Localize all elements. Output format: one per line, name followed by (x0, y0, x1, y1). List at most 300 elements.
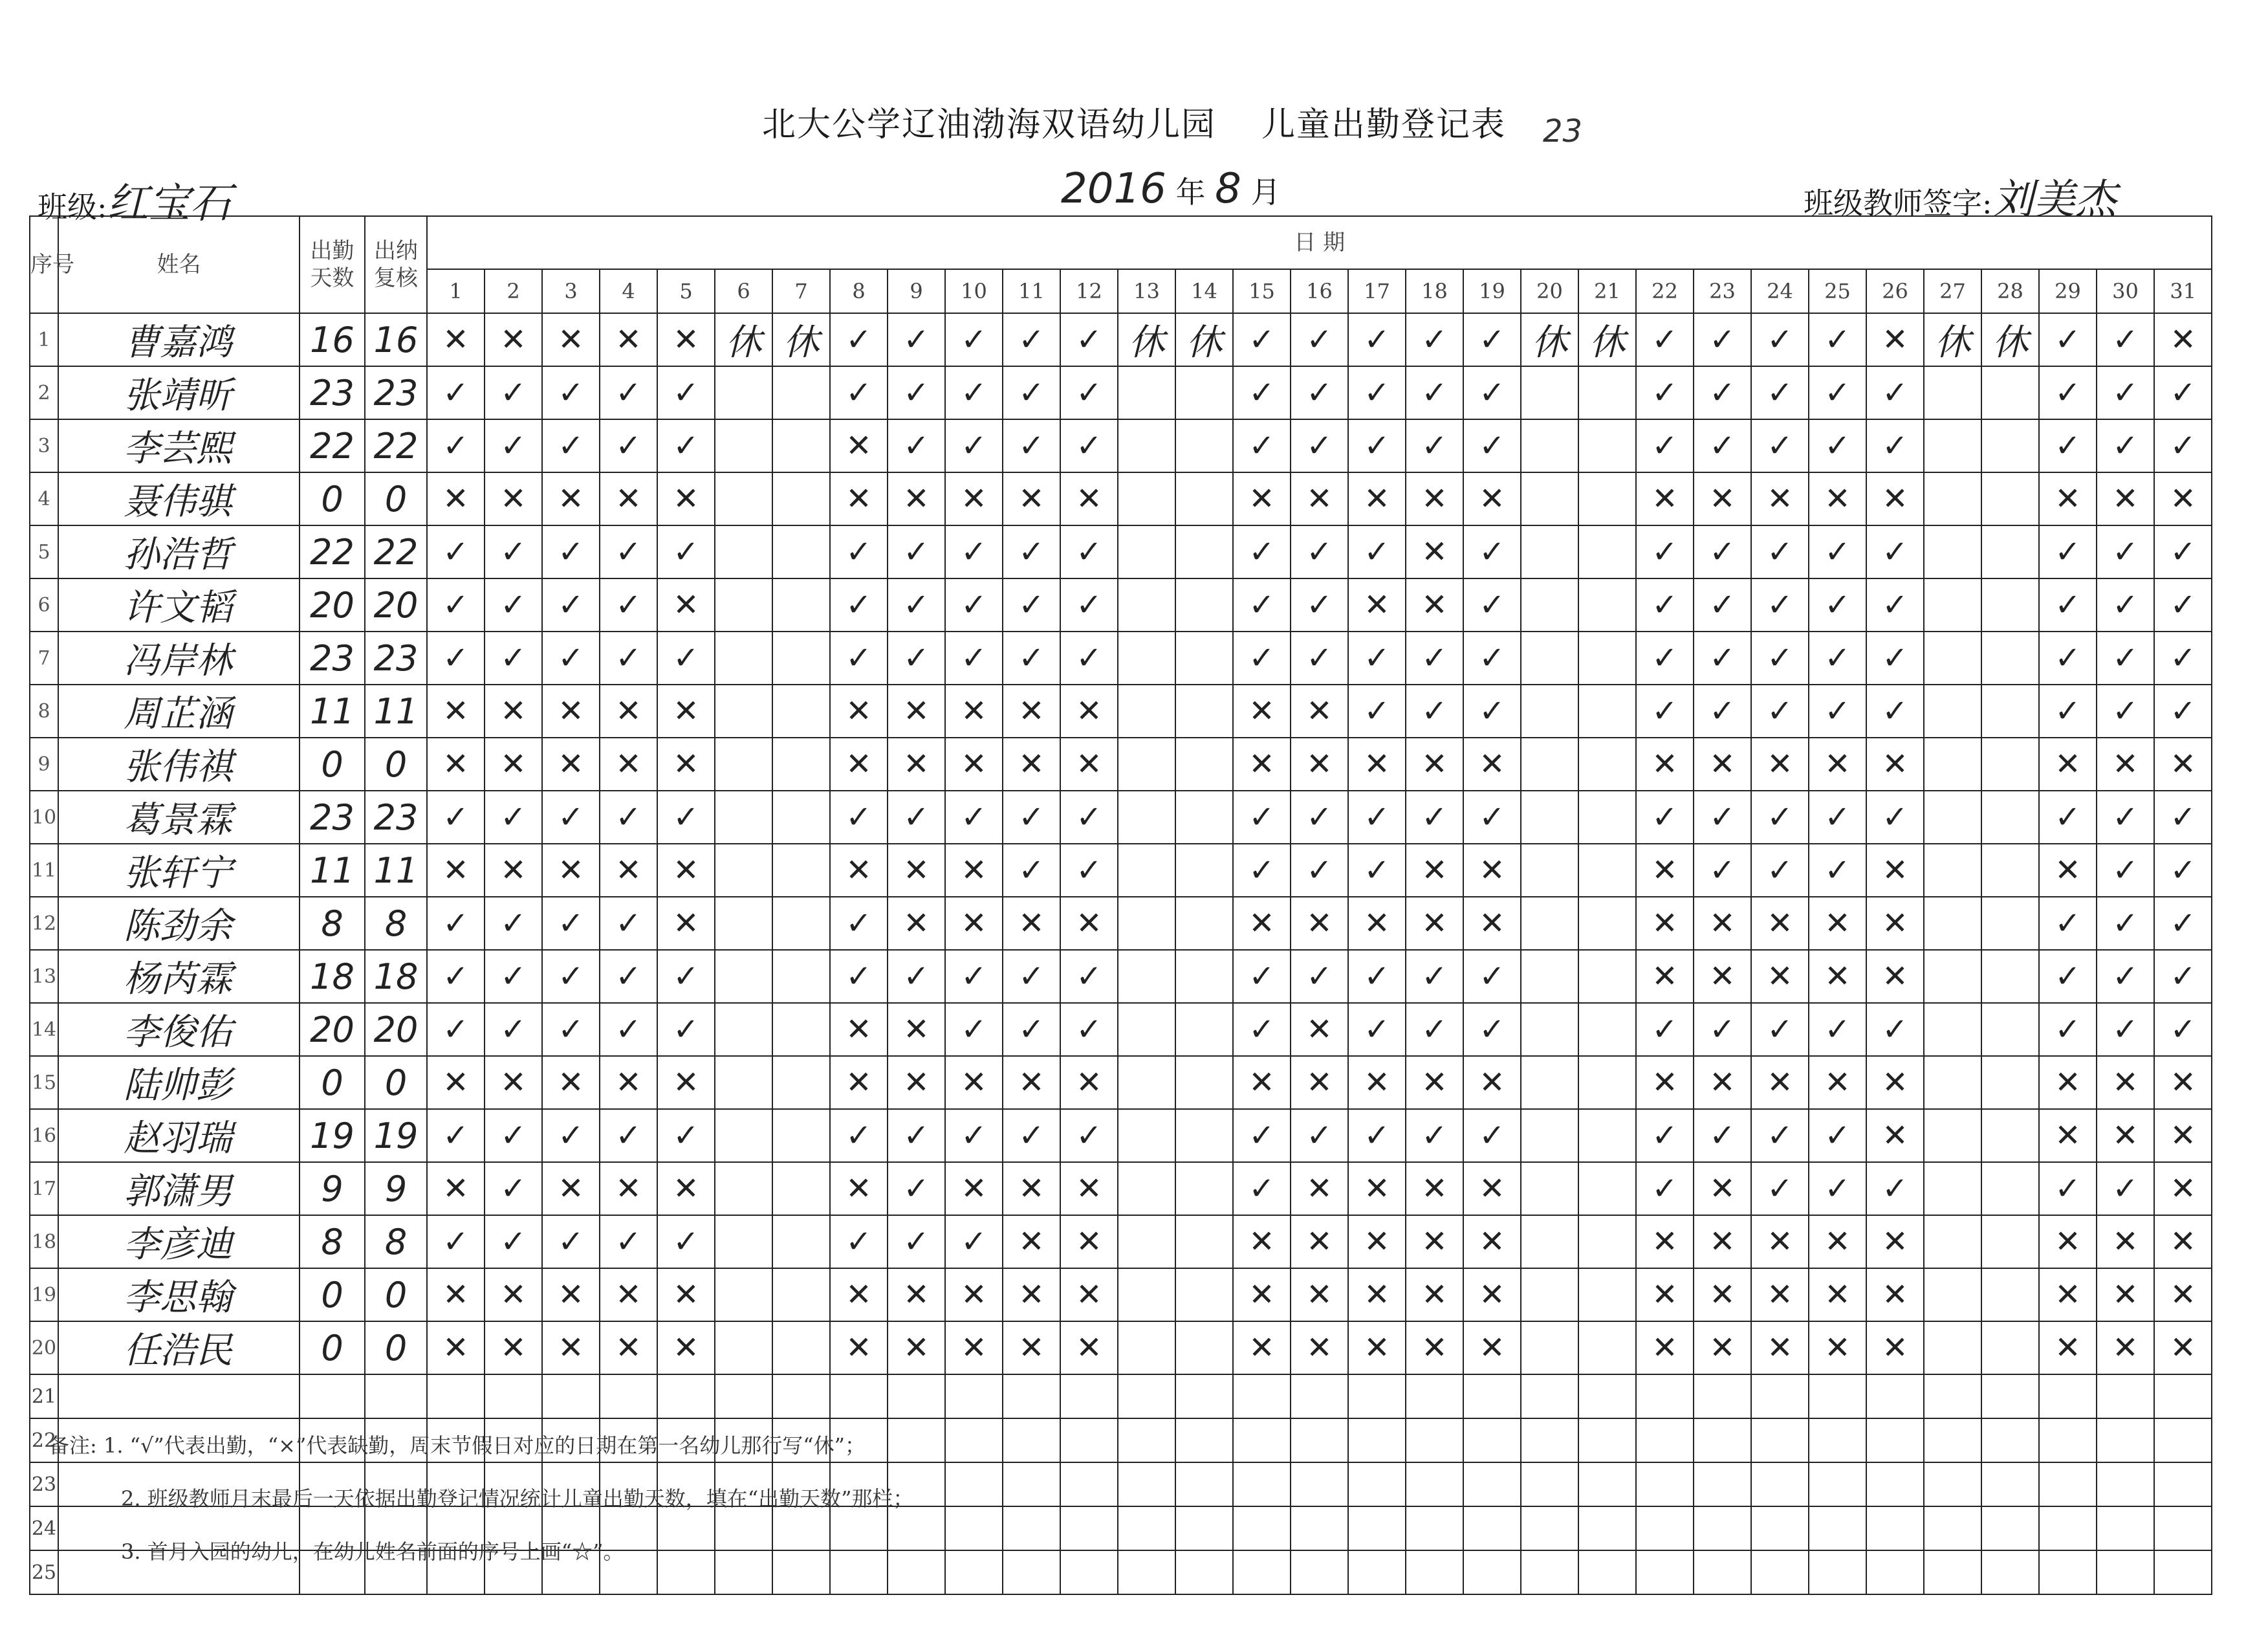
present-mark: ✓ (1463, 685, 1521, 738)
present-mark: ✓ (657, 1109, 715, 1162)
present-mark: ✓ (485, 525, 542, 578)
present-mark: ✓ (1003, 950, 1060, 1003)
day-cell (1521, 1550, 1578, 1594)
present-mark: ✓ (2039, 685, 2097, 738)
absent-mark: ✕ (1463, 897, 1521, 950)
day-cell (1578, 1321, 1636, 1374)
day-number: 9 (888, 269, 945, 313)
day-cell (1521, 844, 1578, 897)
form-title (0, 97, 2268, 146)
day-cell (1694, 1374, 1751, 1418)
row-seq: 1 (30, 313, 58, 366)
day-cell (1578, 844, 1636, 897)
day-cell (1924, 1162, 1981, 1215)
absent-mark: ✕ (600, 313, 657, 366)
absent-mark: ✕ (1866, 472, 1924, 525)
present-mark: ✓ (945, 791, 1003, 844)
day-cell (715, 472, 772, 525)
day-cell (1118, 1268, 1175, 1321)
attend-days: 20 (300, 578, 365, 632)
absent-mark: ✕ (888, 685, 945, 738)
rest-mark: 休 (1981, 313, 2039, 366)
present-mark: ✓ (2039, 1162, 2097, 1215)
row-seq: 6 (30, 578, 58, 632)
absent-mark: ✕ (1291, 738, 1348, 791)
absent-mark: ✕ (1866, 1321, 1924, 1374)
present-mark: ✓ (888, 525, 945, 578)
header-attend-line2: 天数 (310, 265, 354, 291)
absent-mark: ✕ (427, 1268, 485, 1321)
absent-mark: ✕ (427, 1056, 485, 1109)
absent-mark: ✕ (1348, 1162, 1406, 1215)
absent-mark: ✕ (1809, 738, 1866, 791)
present-mark: ✓ (1348, 844, 1406, 897)
day-cell (1233, 1506, 1291, 1550)
day-cell (2097, 1462, 2154, 1506)
day-cell (2097, 1506, 2154, 1550)
day-cell (2097, 1418, 2154, 1462)
row-seq: 3 (30, 419, 58, 472)
present-mark: ✓ (1751, 313, 1809, 366)
header-review-line2: 复核 (374, 265, 418, 291)
day-cell (772, 1268, 830, 1321)
absent-mark: ✕ (1233, 1056, 1291, 1109)
attend-days: 0 (300, 1321, 365, 1374)
day-cell (1175, 632, 1233, 685)
present-mark: ✓ (945, 578, 1003, 632)
present-mark: ✓ (1233, 632, 1291, 685)
day-cell (1924, 1418, 1981, 1462)
absent-mark: ✕ (485, 313, 542, 366)
present-mark: ✓ (427, 1109, 485, 1162)
day-cell (1348, 1418, 1406, 1462)
absent-mark: ✕ (2154, 1056, 2212, 1109)
review-days: 16 (365, 313, 427, 366)
absent-mark: ✕ (1003, 738, 1060, 791)
absent-mark: ✕ (1809, 472, 1866, 525)
day-cell (1406, 1506, 1463, 1550)
absent-mark: ✕ (1751, 1321, 1809, 1374)
year-label: 年 (1175, 175, 1206, 210)
present-mark: ✓ (1060, 791, 1118, 844)
day-cell (1578, 1374, 1636, 1418)
present-mark: ✓ (1291, 525, 1348, 578)
day-cell (1809, 1462, 1866, 1506)
present-mark: ✓ (2154, 1003, 2212, 1056)
rest-mark: 休 (1175, 313, 1233, 366)
child-row (30, 1109, 2212, 1162)
present-mark: ✓ (1866, 419, 1924, 472)
present-mark: ✓ (1751, 578, 1809, 632)
day-cell (1981, 1321, 2039, 1374)
header-date: 日 期 (427, 216, 2212, 269)
present-mark: ✓ (1233, 1109, 1291, 1162)
day-cell (1175, 472, 1233, 525)
present-mark: ✓ (1291, 1109, 1348, 1162)
attend-days: 11 (300, 685, 365, 738)
day-cell (715, 1056, 772, 1109)
day-cell (772, 1162, 830, 1215)
day-number: 22 (1636, 269, 1694, 313)
day-cell (715, 950, 772, 1003)
day-cell (772, 1321, 830, 1374)
day-number: 19 (1463, 269, 1521, 313)
day-cell (1521, 1003, 1578, 1056)
absent-mark: ✕ (485, 844, 542, 897)
present-mark: ✓ (1348, 1003, 1406, 1056)
day-cell (1751, 1462, 1809, 1506)
day-cell (1118, 472, 1175, 525)
absent-mark: ✕ (1636, 950, 1694, 1003)
day-cell (1060, 1462, 1118, 1506)
day-cell (1175, 685, 1233, 738)
absent-mark: ✕ (1636, 844, 1694, 897)
present-mark: ✓ (1291, 950, 1348, 1003)
present-mark: ✓ (1003, 844, 1060, 897)
day-cell (1118, 1215, 1175, 1268)
absent-mark: ✕ (2097, 1056, 2154, 1109)
day-cell (1175, 578, 1233, 632)
day-cell (1578, 1550, 1636, 1594)
day-cell (715, 419, 772, 472)
day-cell (1981, 1506, 2039, 1550)
absent-mark: ✕ (1694, 950, 1751, 1003)
present-mark: ✓ (485, 419, 542, 472)
review-days: 11 (365, 844, 427, 897)
child-name: 张伟祺 (58, 738, 300, 791)
present-mark: ✓ (427, 632, 485, 685)
day-number: 29 (2039, 269, 2097, 313)
absent-mark: ✕ (1003, 1056, 1060, 1109)
day-cell (1981, 1374, 2039, 1418)
absent-mark: ✕ (1809, 1268, 1866, 1321)
present-mark: ✓ (1463, 525, 1521, 578)
day-cell (1233, 1462, 1291, 1506)
child-row (30, 950, 2212, 1003)
present-mark: ✓ (1694, 525, 1751, 578)
day-number: 3 (542, 269, 600, 313)
row-seq: 11 (30, 844, 58, 897)
present-mark: ✓ (1463, 419, 1521, 472)
review-days: 23 (365, 632, 427, 685)
day-cell (1003, 1462, 1060, 1506)
absent-mark: ✕ (2039, 1268, 2097, 1321)
absent-mark: ✕ (1003, 897, 1060, 950)
absent-mark: ✕ (945, 472, 1003, 525)
present-mark: ✓ (1003, 1109, 1060, 1162)
day-number: 28 (1981, 269, 2039, 313)
present-mark: ✓ (427, 366, 485, 419)
day-cell (1866, 1462, 1924, 1506)
absent-mark: ✕ (1291, 1003, 1348, 1056)
present-mark: ✓ (945, 525, 1003, 578)
day-cell (1694, 1506, 1751, 1550)
absent-mark: ✕ (1060, 1268, 1118, 1321)
child-row (30, 1056, 2212, 1109)
present-mark: ✓ (600, 632, 657, 685)
day-cell (1463, 1462, 1521, 1506)
day-cell (1924, 1215, 1981, 1268)
day-cell (1233, 1550, 1291, 1594)
present-mark: ✓ (1003, 632, 1060, 685)
present-mark: ✓ (1694, 844, 1751, 897)
review-days: 20 (365, 578, 427, 632)
review-days: 0 (365, 472, 427, 525)
absent-mark: ✕ (657, 1321, 715, 1374)
present-mark: ✓ (830, 791, 888, 844)
day-number: 2 (485, 269, 542, 313)
present-mark: ✓ (485, 632, 542, 685)
present-mark: ✓ (1636, 525, 1694, 578)
attend-days: 18 (300, 950, 365, 1003)
child-name: 周芷涵 (58, 685, 300, 738)
present-mark: ✓ (1060, 950, 1118, 1003)
absent-mark: ✕ (542, 1268, 600, 1321)
date-field (1061, 165, 1280, 213)
rest-mark: 休 (1118, 313, 1175, 366)
day-cell (1118, 1506, 1175, 1550)
day-cell (1118, 685, 1175, 738)
day-cell (1981, 419, 2039, 472)
absent-mark: ✕ (657, 1056, 715, 1109)
child-name: 葛景霖 (58, 791, 300, 844)
review-days: 9 (365, 1162, 427, 1215)
day-cell (715, 897, 772, 950)
day-number: 31 (2154, 269, 2212, 313)
present-mark: ✓ (830, 525, 888, 578)
attend-days (300, 1374, 365, 1418)
month-label: 月 (1250, 175, 1281, 210)
present-mark: ✓ (1406, 419, 1463, 472)
row-seq: 10 (30, 791, 58, 844)
present-mark: ✓ (1694, 366, 1751, 419)
absent-mark: ✕ (1060, 897, 1118, 950)
absent-mark: ✕ (2039, 1109, 2097, 1162)
day-number: 16 (1291, 269, 1348, 313)
absent-mark: ✕ (1866, 844, 1924, 897)
review-days: 20 (365, 1003, 427, 1056)
present-mark: ✓ (1751, 632, 1809, 685)
day-cell (1578, 1418, 1636, 1462)
child-row (30, 1003, 2212, 1056)
day-cell (1003, 1418, 1060, 1462)
day-cell (1521, 1418, 1578, 1462)
present-mark: ✓ (1060, 366, 1118, 419)
day-cell (772, 366, 830, 419)
day-cell (772, 950, 830, 1003)
present-mark: ✓ (657, 419, 715, 472)
child-row (30, 419, 2212, 472)
present-mark: ✓ (600, 366, 657, 419)
day-cell (2154, 1374, 2212, 1418)
row-seq: 5 (30, 525, 58, 578)
absent-mark: ✕ (1694, 1268, 1751, 1321)
day-cell (1175, 791, 1233, 844)
absent-mark: ✕ (1463, 1056, 1521, 1109)
day-cell (1981, 1268, 2039, 1321)
present-mark: ✓ (2039, 897, 2097, 950)
present-mark: ✓ (1233, 578, 1291, 632)
day-cell (772, 897, 830, 950)
child-name: 郭潇男 (58, 1162, 300, 1215)
absent-mark: ✕ (2097, 1215, 2154, 1268)
absent-mark: ✕ (1291, 1268, 1348, 1321)
row-seq: 17 (30, 1162, 58, 1215)
day-cell (772, 1215, 830, 1268)
present-mark: ✓ (1809, 844, 1866, 897)
row-seq: 4 (30, 472, 58, 525)
day-cell (1981, 685, 2039, 738)
present-mark: ✓ (2097, 950, 2154, 1003)
day-cell (1348, 1506, 1406, 1550)
present-mark: ✓ (945, 313, 1003, 366)
present-mark: ✓ (600, 1003, 657, 1056)
present-mark: ✓ (1636, 1003, 1694, 1056)
present-mark: ✓ (2039, 313, 2097, 366)
present-mark: ✓ (2154, 897, 2212, 950)
day-cell (1981, 366, 2039, 419)
present-mark: ✓ (2039, 1003, 2097, 1056)
day-cell (1175, 1268, 1233, 1321)
present-mark: ✓ (1751, 366, 1809, 419)
review-days: 23 (365, 366, 427, 419)
absent-mark: ✕ (1003, 1162, 1060, 1215)
child-name: 李彦迪 (58, 1215, 300, 1268)
present-mark: ✓ (1348, 525, 1406, 578)
present-mark: ✓ (1291, 313, 1348, 366)
present-mark: ✓ (1866, 1162, 1924, 1215)
rest-mark: 休 (772, 313, 830, 366)
present-mark: ✓ (1751, 1109, 1809, 1162)
day-cell (1924, 738, 1981, 791)
day-cell (1118, 791, 1175, 844)
review-days (365, 1374, 427, 1418)
day-cell (1406, 1374, 1463, 1418)
day-cell (772, 685, 830, 738)
day-number: 26 (1866, 269, 1924, 313)
absent-mark: ✕ (945, 685, 1003, 738)
day-cell (2039, 1550, 2097, 1594)
absent-mark: ✕ (1060, 1162, 1118, 1215)
review-days: 18 (365, 950, 427, 1003)
day-cell (772, 578, 830, 632)
absent-mark: ✕ (1003, 1215, 1060, 1268)
day-cell (1463, 1550, 1521, 1594)
day-cell (1981, 578, 2039, 632)
absent-mark: ✕ (1348, 578, 1406, 632)
absent-mark: ✕ (1866, 1215, 1924, 1268)
absent-mark: ✕ (1694, 1162, 1751, 1215)
day-cell (1981, 525, 2039, 578)
day-cell (715, 1003, 772, 1056)
present-mark: ✓ (657, 632, 715, 685)
present-mark: ✓ (1003, 791, 1060, 844)
present-mark: ✓ (1751, 1003, 1809, 1056)
absent-mark: ✕ (427, 738, 485, 791)
day-cell (1924, 1550, 1981, 1594)
absent-mark: ✕ (657, 1268, 715, 1321)
absent-mark: ✕ (888, 897, 945, 950)
day-cell (1348, 1462, 1406, 1506)
day-cell (1175, 525, 1233, 578)
present-mark: ✓ (1636, 685, 1694, 738)
day-cell (715, 1109, 772, 1162)
row-seq: 9 (30, 738, 58, 791)
day-cell (1118, 578, 1175, 632)
day-cell (1924, 525, 1981, 578)
present-mark: ✓ (1406, 313, 1463, 366)
absent-mark: ✕ (600, 738, 657, 791)
absent-mark: ✕ (1636, 738, 1694, 791)
day-cell (1175, 1418, 1233, 1462)
present-mark: ✓ (1866, 525, 1924, 578)
present-mark: ✓ (1636, 1162, 1694, 1215)
day-number: 15 (1233, 269, 1291, 313)
header-review-line1: 出纳 (374, 237, 418, 264)
row-seq: 20 (30, 1321, 58, 1374)
present-mark: ✓ (945, 366, 1003, 419)
row-seq: 14 (30, 1003, 58, 1056)
present-mark: ✓ (600, 1109, 657, 1162)
absent-mark: ✕ (830, 1056, 888, 1109)
day-cell (715, 738, 772, 791)
day-cell (1521, 578, 1578, 632)
day-cell (600, 1374, 657, 1418)
day-number: 11 (1003, 269, 1060, 313)
present-mark: ✓ (657, 791, 715, 844)
present-mark: ✓ (2154, 419, 2212, 472)
row-seq: 23 (30, 1462, 58, 1506)
absent-mark: ✕ (1233, 738, 1291, 791)
absent-mark: ✕ (888, 1268, 945, 1321)
day-cell (1578, 366, 1636, 419)
day-cell (1175, 1215, 1233, 1268)
absent-mark: ✕ (1636, 472, 1694, 525)
absent-mark: ✕ (2154, 472, 2212, 525)
present-mark: ✓ (1060, 1003, 1118, 1056)
present-mark: ✓ (1291, 578, 1348, 632)
child-row (30, 1162, 2212, 1215)
day-cell (1924, 1003, 1981, 1056)
child-row (30, 472, 2212, 525)
absent-mark: ✕ (1233, 472, 1291, 525)
day-cell (772, 419, 830, 472)
rest-mark: 休 (1924, 313, 1981, 366)
absent-mark: ✕ (1751, 950, 1809, 1003)
day-number: 4 (600, 269, 657, 313)
present-mark: ✓ (1463, 791, 1521, 844)
present-mark: ✓ (1348, 419, 1406, 472)
absent-mark: ✕ (657, 313, 715, 366)
day-cell (945, 1506, 1003, 1550)
day-cell (772, 738, 830, 791)
present-mark: ✓ (1003, 366, 1060, 419)
day-cell (1175, 1374, 1233, 1418)
class-value: 红宝石 (107, 180, 232, 228)
month-value: 8 (1215, 165, 1241, 213)
review-days: 0 (365, 738, 427, 791)
child-name: 冯岸林 (58, 632, 300, 685)
day-cell (1636, 1462, 1694, 1506)
present-mark: ✓ (1291, 366, 1348, 419)
day-cell (1291, 1374, 1348, 1418)
absent-mark: ✕ (945, 1162, 1003, 1215)
absent-mark: ✕ (1060, 738, 1118, 791)
absent-mark: ✕ (1003, 1268, 1060, 1321)
absent-mark: ✕ (2039, 844, 2097, 897)
absent-mark: ✕ (427, 685, 485, 738)
child-name: 李思翰 (58, 1268, 300, 1321)
